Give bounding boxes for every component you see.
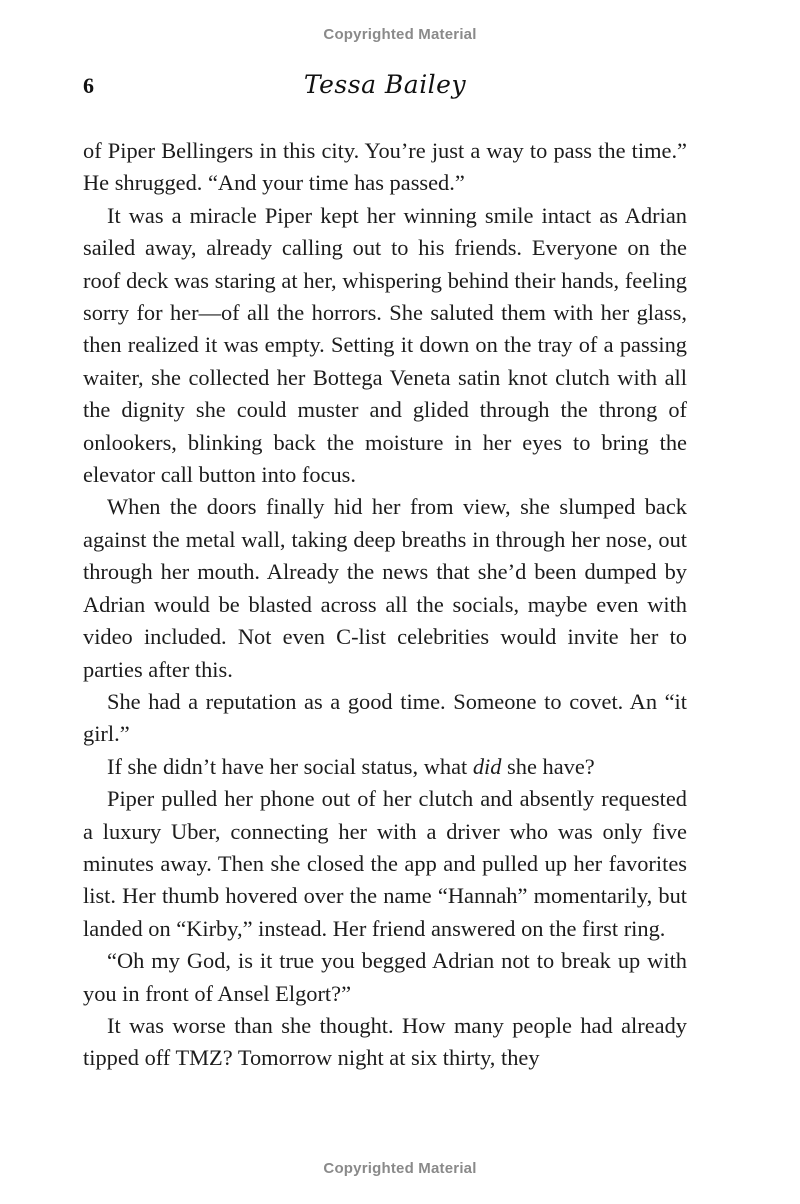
paragraph — [83, 751, 687, 783]
page-number: 6 — [83, 73, 94, 98]
running-head — [83, 70, 687, 110]
body-text — [83, 135, 687, 1075]
paragraph: She had a reputation as a good time. Someone to covet. An “it girl.” — [83, 688, 687, 747]
paragraph-text: she have? — [501, 753, 595, 779]
copyright-watermark-top: Copyrighted Material — [323, 26, 477, 43]
paragraph: It was a miracle Piper kept her winning smile intact as Adrian sailed away, already calling out to his friends. Everyone on the roof deck was staring at her, whispering behind their hands, feeling sorry for her—of all the horrors. She saluted them with her glass, then realized it was empty. Setting it down on the tray of a passing waiter, she collected her Bottega Veneta satin knot clutch with all the dignity she could muster and glided through the throng of onlookers, blinking back the moisture in her eyes to bring the elevator call button into focus. — [83, 202, 687, 488]
copyright-watermark-bottom: Copyrighted Material — [323, 1160, 477, 1177]
paragraph: It was worse than she thought. How many people had already tipped off TMZ? Tomorrow night at six thirty, they — [83, 1012, 687, 1071]
paragraph-text: If she didn’t have her social status, what — [107, 753, 473, 779]
paragraph: “Oh my God, is it true you begged Adrian not to break up with you in front of Ansel Elgort?” — [83, 948, 687, 1006]
paragraph: Piper pulled her phone out of her clutch and absently requested a luxury Uber, connecting her with a driver who was only five minutes away. Then she closed the app and pulled up her favorites list. Her thumb hovered over the name “Hannah” momentarily, but landed on “Kirby,” instead. Her friend answered on the first ring. — [83, 786, 687, 941]
paragraph: of Piper Bellingers in this city. You’re just a way to pass the time.” He shrugged. “And your time has passed.” — [83, 138, 687, 196]
emphasis-text: did — [472, 753, 502, 779]
running-head-author: Tessa Bailey — [303, 70, 467, 99]
paragraph: When the doors finally hid her from view, she slumped back against the metal wall, taking deep breaths in through her nose, out through her mouth. Already the news that she’d been dumped by Adrian would be blasted across all the socials, maybe even with video included. Not even C-list celebrities would invite her to parties after this. — [83, 494, 687, 682]
